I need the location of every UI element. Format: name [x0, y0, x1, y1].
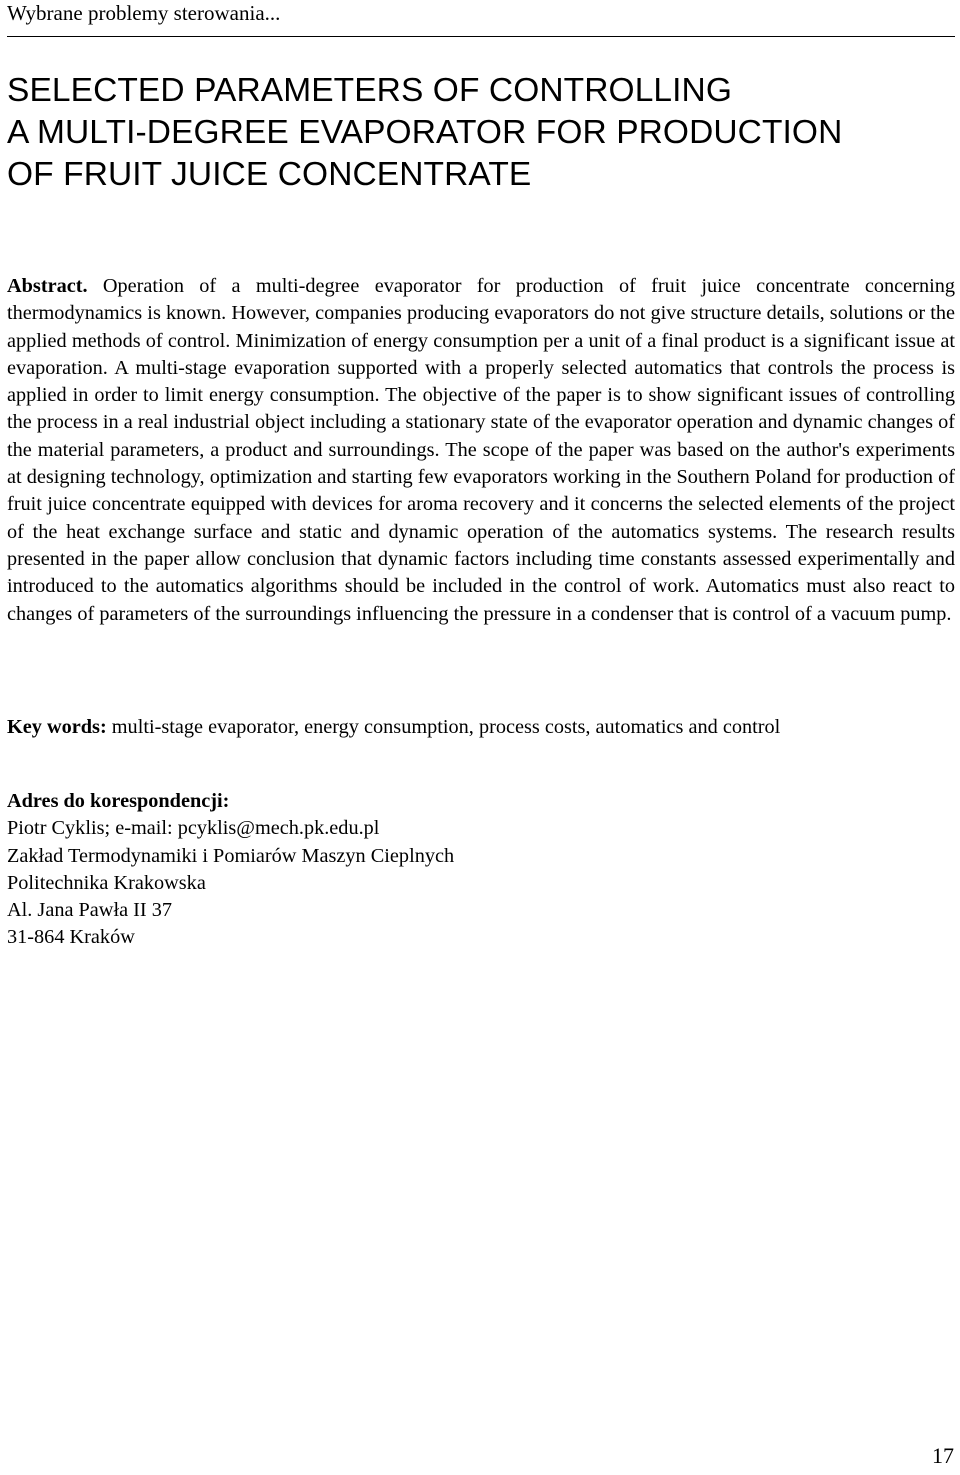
title-line-1: SELECTED PARAMETERS OF CONTROLLING: [7, 72, 733, 109]
header-divider: [7, 36, 955, 37]
correspondence-city: 31-864 Kraków: [7, 926, 135, 949]
correspondence-university: Politechnika Krakowska: [7, 871, 206, 894]
paper-title: [7, 70, 947, 196]
abstract-label: Abstract.: [7, 275, 88, 297]
abstract-text: Operation of a multi-degree evaporator for production of fruit juice concentrate concerning thermodynamics is known. However, companies producing evaporators do not give structure details, solutions or the applied methods of control. Minimization of energy consumption per a unit of a final product is a significant issue at evaporation. A multi-stage evaporation supported with a properly selected automatics that controls the process is applied in order to limit energy consumption. The objective of the paper is to show significant issues of controlling the process in a real industrial object including a stationary state of the evaporator operation and dynamic changes of the material parameters, a product and surroundings. The scope of the paper was based on the author's experiments at designing technology, optimization and starting few evaporators working in the Southern Poland for production of fruit juice concentrate equipped with devices for aroma recovery and it concerns the selected elements of the project of the heat exchange surface and static and dynamic operation of the automatics systems. The research results presented in the paper allow conclusion that dynamic factors including time constants assessed experimentally and introduced to the automatics algorithms should be included in the control of work. Automatics must also react to changes of parameters of the surroundings influencing the pressure in a condenser that is control of a vacuum pump.: [7, 275, 955, 625]
correspondence-block: [7, 788, 955, 952]
keywords: [7, 714, 955, 741]
title-line-3: OF FRUIT JUICE CONCENTRATE: [7, 156, 532, 193]
page-number: 17: [932, 1443, 954, 1468]
correspondence-street: Al. Jana Pawła II 37: [7, 899, 173, 922]
title-line-2: A MULTI-DEGREE EVAPORATOR FOR PRODUCTION: [7, 114, 843, 151]
keywords-text: multi-stage evaporator, energy consumption, process costs, automatics and control: [111, 716, 781, 738]
correspondence-label: Adres do korespondencji:: [7, 790, 230, 812]
correspondence-author-email: Piotr Cyklis; e-mail: pcyklis@mech.pk.edu.pl: [7, 817, 380, 840]
abstract: [7, 273, 955, 628]
keywords-label: Key words:: [7, 716, 107, 738]
correspondence-department: Zakład Termodynamiki i Pomiarów Maszyn Cieplnych: [7, 844, 455, 867]
running-header: Wybrane problemy sterowania...: [7, 1, 281, 25]
